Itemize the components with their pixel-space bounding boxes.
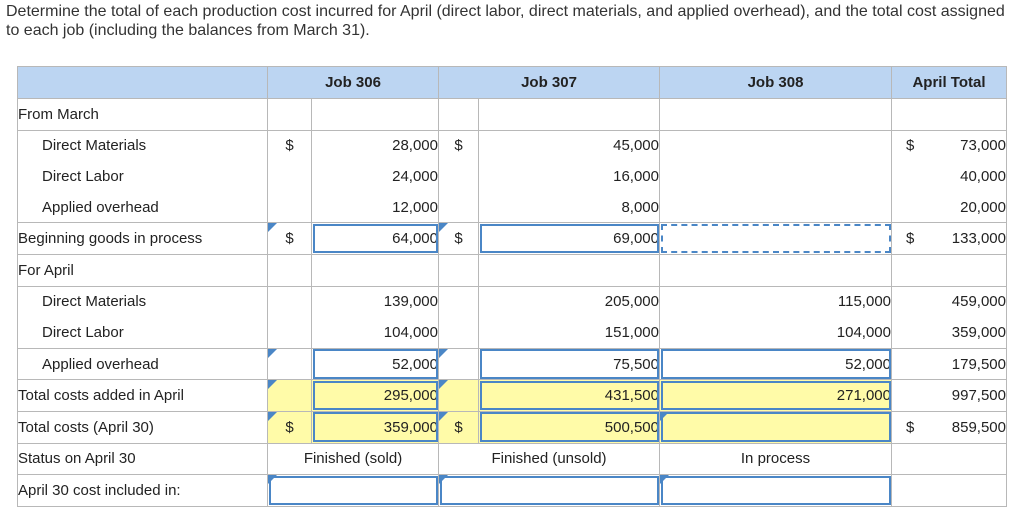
cell-job306: 24,000 [312,161,439,192]
input-job306-overhead[interactable]: 52,000 [312,348,439,380]
row-label: Applied overhead [18,192,268,223]
header-job-307: Job 307 [439,67,660,99]
instructions: Determine the total of each production cost incurred for April (direct labor, direct materials, and applied overhead), and the total cost assigned to each job (including the balances from March 31). [6,3,1005,39]
header-april-total: April Total [892,67,1007,99]
input-job308-beginning[interactable] [660,223,892,255]
cell-total: 179,500 [892,348,1007,380]
header-job-308: Job 308 [660,67,892,99]
cell-job307: 45,000 [479,130,660,161]
row-dm-april [18,286,1007,317]
row-label: Direct Materials [18,286,268,317]
input-job306-included[interactable] [268,475,439,507]
cell-job307: 16,000 [479,161,660,192]
row-for-april [18,254,1007,286]
cell-total: 997,500 [892,380,1007,412]
input-job308-total[interactable] [660,411,892,443]
row-label: Total costs added in April [18,380,268,412]
cell-total: 359,000 [892,317,1007,348]
row-label: Beginning goods in process [18,223,268,255]
cell-job308 [660,130,892,161]
header-job-306: Job 306 [268,67,439,99]
cell-total: 20,000 [892,192,1007,223]
row-oh-april [18,348,1007,380]
input-job306-beginning[interactable]: 64,000 [312,223,439,255]
dollar-sign: $ [268,411,312,443]
cell-total: $ 73,000 [892,130,1007,161]
status-job307: Finished (unsold) [439,443,660,475]
input-job308-added[interactable]: 271,000 [660,380,892,412]
cell-total: $ 133,000 [892,223,1007,255]
row-label: Direct Materials [18,130,268,161]
header-row [18,67,1007,99]
row-dm-march [18,130,1007,161]
row-label: Applied overhead [18,348,268,380]
row-label: Status on April 30 [18,443,268,475]
cell-job307: 205,000 [479,286,660,317]
input-job307-added[interactable]: 431,500 [479,380,660,412]
cell-job306: 12,000 [312,192,439,223]
input-job307-included[interactable] [439,475,660,507]
row-status [18,443,1007,475]
input-job308-overhead[interactable]: 52,000 [660,348,892,380]
row-label: For April [18,254,268,286]
input-job307-beginning[interactable]: 69,000 [479,223,660,255]
row-from-march [18,99,1007,131]
row-added-april [18,380,1007,412]
cell-job306: 139,000 [312,286,439,317]
input-job307-overhead[interactable]: 75,500 [479,348,660,380]
dollar-sign: $ [439,411,479,443]
cell-job308 [660,161,892,192]
row-label: From March [18,99,268,131]
cell-job307: 151,000 [479,317,660,348]
row-dl-april [18,317,1007,348]
input-job307-total[interactable]: 500,500 [479,411,660,443]
row-label: Direct Labor [18,161,268,192]
row-included [18,475,1007,507]
cell-total: 459,000 [892,286,1007,317]
cell-job308: 104,000 [660,317,892,348]
job-cost-table [17,66,1007,507]
input-job308-included[interactable] [660,475,892,507]
row-label: April 30 cost included in: [18,475,268,507]
cell-job306: 104,000 [312,317,439,348]
input-job306-added[interactable]: 295,000 [312,380,439,412]
cell-job306: 28,000 [312,130,439,161]
dollar-sign: $ [439,130,479,161]
cell-job308 [660,192,892,223]
status-job306: Finished (sold) [268,443,439,475]
row-beginning-wip [18,223,1007,255]
dollar-sign: $ [268,223,312,255]
input-job306-total[interactable]: 359,000 [312,411,439,443]
row-label: Total costs (April 30) [18,411,268,443]
dollar-sign: $ [268,130,312,161]
cell-total: 40,000 [892,161,1007,192]
row-oh-march [18,192,1007,223]
row-dl-march [18,161,1007,192]
row-total-apr30 [18,411,1007,443]
cell-job308: 115,000 [660,286,892,317]
header-blank [18,67,268,99]
status-job308: In process [660,443,892,475]
cell-total: $ 859,500 [892,411,1007,443]
dollar-sign: $ [439,223,479,255]
cell-job307: 8,000 [479,192,660,223]
row-label: Direct Labor [18,317,268,348]
